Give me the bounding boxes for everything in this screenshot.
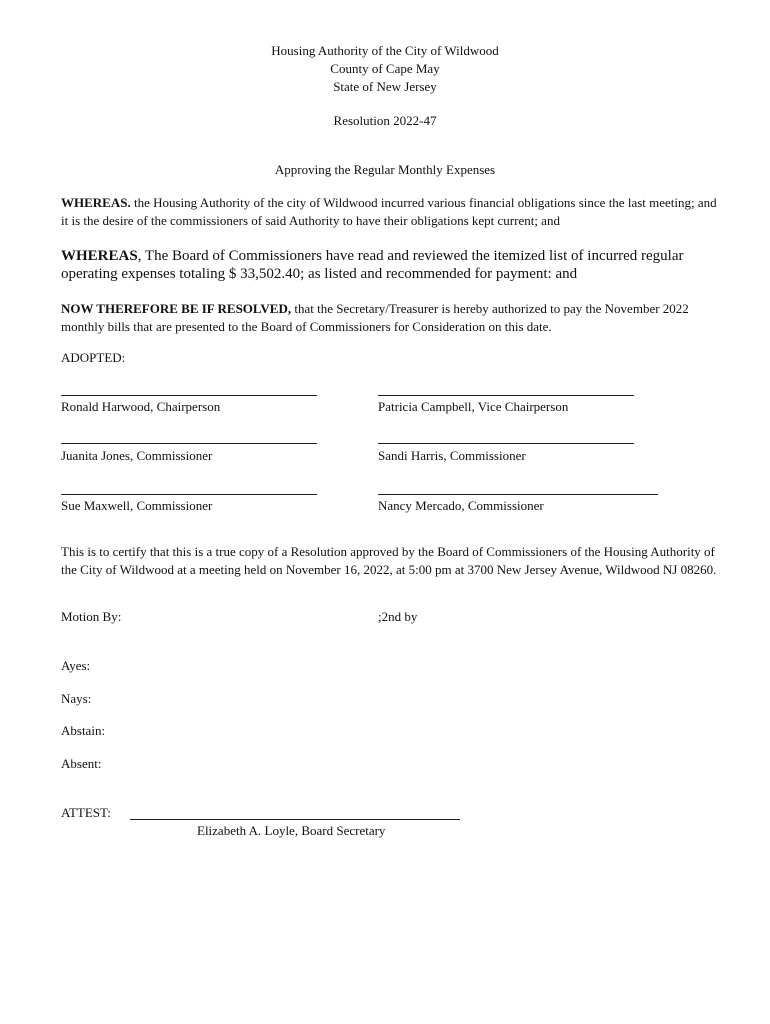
county-name: County of Cape May — [330, 61, 440, 76]
signature-line-mercado — [378, 494, 658, 495]
ayes-label: Ayes: — [61, 658, 91, 673]
signature-line-campbell — [378, 395, 634, 396]
signatory-harwood: Ronald Harwood, Chairperson — [61, 399, 221, 414]
abstain-label: Abstain: — [61, 723, 106, 738]
signatory-jones: Juanita Jones, Commissioner — [61, 448, 213, 463]
signatory-campbell: Patricia Campbell, Vice Chairperson — [378, 399, 569, 414]
absent-label: Absent: — [61, 756, 102, 771]
attest-label: ATTEST: — [61, 805, 111, 820]
resolved-lead: NOW THEREFORE BE IF RESOLVED, — [61, 301, 292, 316]
adopted-label: ADOPTED: — [61, 350, 126, 365]
signature-line-harwood — [61, 395, 317, 396]
resolved-paragraph — [61, 300, 721, 336]
whereas-text-1: the Housing Authority of the city of Wildwood incurred various financial obligations since the last meeting; and it is the desire of the commissioners of said Authority to have their obligations kept current; and — [61, 195, 717, 228]
whereas-lead-2: WHEREAS — [61, 248, 138, 264]
second-by-label: ;2nd by — [378, 609, 418, 624]
signature-line-jones — [61, 443, 317, 444]
state-name: State of New Jersey — [333, 79, 437, 94]
whereas-paragraph-1 — [61, 194, 721, 230]
nays-label: Nays: — [61, 691, 92, 706]
signature-line-maxwell — [61, 494, 317, 495]
attest-signature-line — [130, 819, 460, 820]
signature-line-harris — [378, 443, 634, 444]
motion-by-label: Motion By: — [61, 609, 122, 624]
whereas-lead-1: WHEREAS. — [61, 195, 131, 210]
signatory-harris: Sandi Harris, Commissioner — [378, 448, 526, 463]
whereas-paragraph-2 — [61, 247, 721, 283]
board-secretary-name: Elizabeth A. Loyle, Board Secretary — [197, 823, 386, 838]
authority-name: Housing Authority of the City of Wildwood — [271, 43, 499, 58]
certification-paragraph: This is to certify that this is a true copy of a Resolution approved by the Board of Commissioners of the Housing Authority of the City of Wildwood at a meeting held on November 16, 2022, at 5:00 pm at 3700 New Jersey Avenue, Wildwood NJ 08260. — [61, 544, 717, 577]
whereas-text-2: , The Board of Commissioners have read and reviewed the itemized list of incurred regular operating expenses totaling $ 33,502.40; as listed and recommended for payment: and — [61, 248, 684, 282]
signatory-mercado: Nancy Mercado, Commissioner — [378, 498, 544, 513]
resolution-subject: Approving the Regular Monthly Expenses — [274, 162, 496, 177]
resolution-number: Resolution 2022-47 — [333, 113, 437, 128]
signatory-maxwell: Sue Maxwell, Commissioner — [61, 498, 213, 513]
resolved-text: that the Secretary/Treasurer is hereby authorized to pay the November 2022 monthly bills that are presented to the Board of Commissioners for Consideration on this date. — [61, 301, 689, 334]
